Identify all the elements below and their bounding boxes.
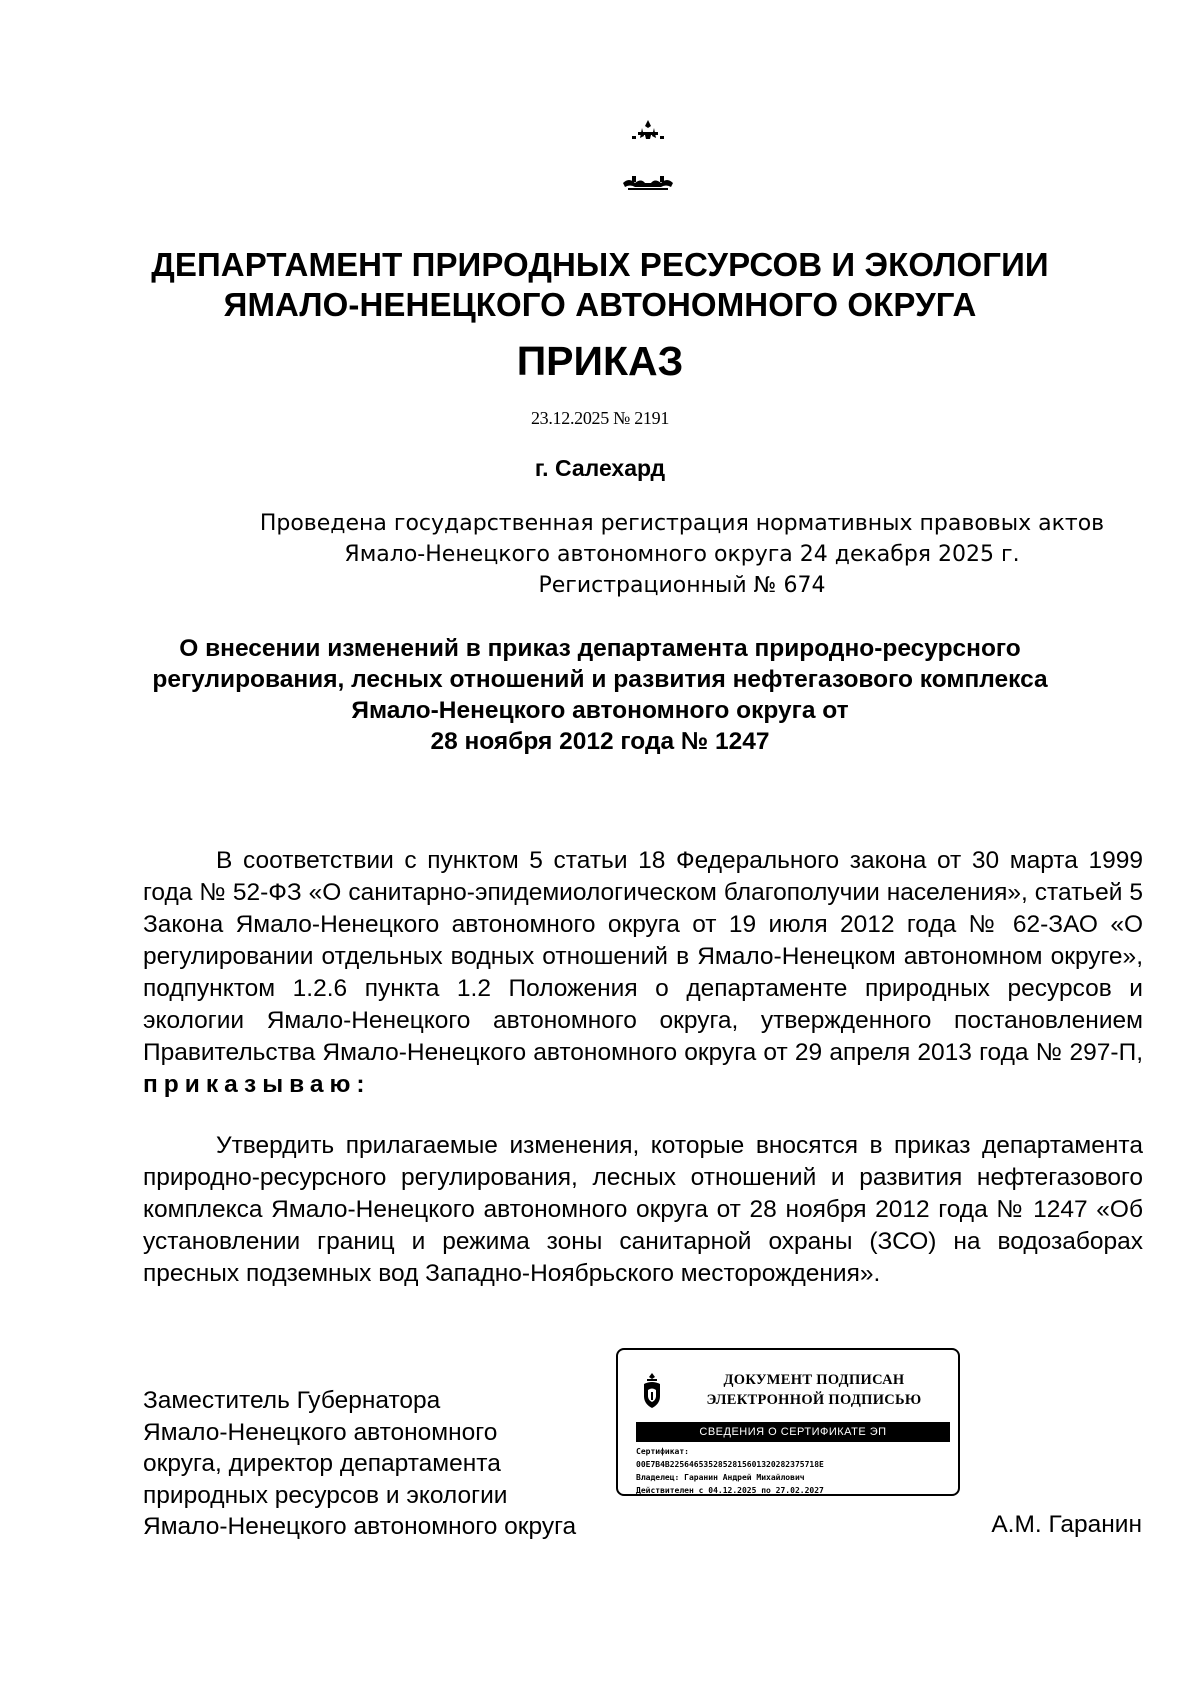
registration-note xyxy=(242,508,1122,601)
order-title: ПРИКАЗ xyxy=(516,338,684,384)
coat-of-arms-icon xyxy=(618,118,678,208)
subject-line-1: О внесении изменений в приказ департамента природно-ресурсного xyxy=(179,635,1021,662)
signer-position-line-5: Ямало-Ненецкого автономного округа xyxy=(143,1513,577,1540)
registration-line-2: Ямало-Ненецкого автономного округа 24 декабря 2025 г. xyxy=(344,542,1020,567)
order-date-number: 23.12.2025 № 2191 xyxy=(530,408,670,428)
city: г. Салехард xyxy=(534,455,666,481)
certificate-value: 00E7B4B2256465352852815601320282375718E xyxy=(636,1460,824,1469)
decision-paragraph: Утвердить прилагаемые изменения, которые вносятся в приказ департамента природно-ресурсного регулирования, лесных отношений и развития нефтегазового комплекса Ямало-Ненецкого автономного округа от 28 ноября 2012 года № 1247 «Об установлении границ и режима зоны санитарной охраны (ЗСО) на водозаборах пресных подземных вод Западно-Ноябрьского месторождения». xyxy=(143,1132,1143,1287)
signer-position-line-1: Заместитель Губернатора xyxy=(143,1387,441,1414)
signer-position-line-2: Ямало-Ненецкого автономного xyxy=(143,1418,498,1446)
order-subject xyxy=(130,633,1070,757)
stamp-heading-line-1: ДОКУМЕНТ ПОДПИСАН xyxy=(723,1372,905,1388)
e-signature-stamp xyxy=(616,1348,960,1496)
signer-position-line-4: природных ресурсов и экологии xyxy=(143,1481,508,1509)
subject-line-4: 28 ноября 2012 года № 1247 xyxy=(430,728,770,755)
preamble-text: В соответствии с пунктом 5 статьи 18 Федерального закона от 30 марта 1999 года № 52-ФЗ «О санитарно-эпидемиологическом благополучии населения», статьей 5 Закона Ямало-Ненецкого автономного округа от 19 июля 2012 года № 62-ЗАО «О регулировании отдельных водных отношений в Ямало-Ненецком автономном округе», подпунктом 1.2.6 пункта 1.2 Положения о департаменте природных ресурсов и экологии Ямало-Ненецкого автономного округа, утвержденного постановлением Правительства Ямало-Ненецкого автономного округа от 29 апреля 2013 года № 297-П, xyxy=(143,847,1143,1066)
registration-line-1: Проведена государственная регистрация нормативных правовых актов xyxy=(259,511,1105,536)
stamp-heading-line-2: ЭЛЕКТРОННОЙ ПОДПИСЬЮ xyxy=(706,1392,922,1408)
department-line-1: ДЕПАРТАМЕНТ ПРИРОДНЫХ РЕСУРСОВ И ЭКОЛОГИИ xyxy=(151,246,1049,283)
stamp-heading xyxy=(682,1370,946,1410)
department-line-2: ЯМАЛО-НЕНЕЦКОГО АВТОНОМНОГО ОКРУГА xyxy=(223,286,977,323)
order-directive: приказываю: xyxy=(143,1071,371,1098)
yamal-emblem-icon xyxy=(638,1372,666,1412)
certificate-owner: Владелец: Гаранин Андрей Михайлович xyxy=(636,1473,805,1482)
certificate-info-bar: СВЕДЕНИЯ О СЕРТИФИКАТЕ ЭП xyxy=(636,1422,950,1442)
certificate-label: Сертификат: xyxy=(636,1447,689,1456)
signer-name: А.М. Гаранин xyxy=(991,1511,1142,1538)
department-title xyxy=(100,245,1100,325)
signer-position xyxy=(143,1385,663,1543)
preamble-paragraph xyxy=(143,845,1143,1101)
certificate-validity: Действителен с 04.12.2025 по 27.02.2027 xyxy=(636,1486,824,1495)
registration-line-3: Регистрационный № 674 xyxy=(538,573,826,598)
subject-line-3: Ямало-Ненецкого автономного округа от xyxy=(351,697,849,724)
subject-line-2: регулирования, лесных отношений и развития нефтегазового комплекса xyxy=(152,666,1048,693)
signer-position-line-3: округа, директор департамента xyxy=(143,1450,501,1477)
certificate-details xyxy=(636,1445,954,1497)
